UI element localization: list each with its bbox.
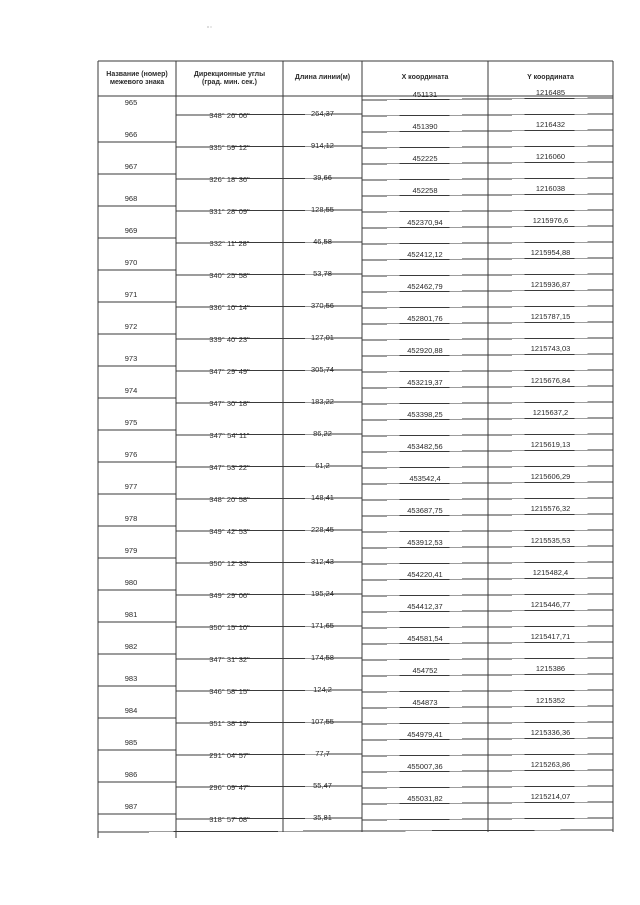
segment-length: 39,66 bbox=[313, 173, 332, 182]
segment-row-line bbox=[176, 146, 362, 147]
segment-length: 86,22 bbox=[313, 429, 332, 438]
segment-row-line bbox=[176, 626, 362, 627]
point-name: 987 bbox=[124, 802, 138, 811]
coord-row-line bbox=[362, 482, 613, 484]
segment-angle: 349° 42' 53" bbox=[209, 527, 250, 536]
segment-angle: 291° 04' 57" bbox=[209, 751, 250, 760]
segment-row-line bbox=[176, 658, 362, 659]
segment-angle: 336° 10' 14" bbox=[209, 303, 250, 312]
segment-row-line bbox=[176, 402, 362, 403]
point-y: 1216038 bbox=[535, 184, 566, 193]
coord-row-line bbox=[362, 370, 613, 372]
segment-angle: 348° 26' 06" bbox=[209, 111, 250, 120]
point-x: 453482,56 bbox=[407, 442, 443, 451]
segment-length: 228,45 bbox=[311, 525, 334, 534]
point-name: 970 bbox=[124, 258, 138, 267]
point-y: 1216060 bbox=[535, 152, 566, 161]
coord-row-line bbox=[362, 658, 613, 660]
point-name: 978 bbox=[124, 514, 138, 523]
coord-row-line bbox=[362, 514, 613, 516]
segment-angle: 318° 57' 08" bbox=[209, 815, 250, 824]
coord-row-line bbox=[362, 210, 613, 212]
segment-length: 305,74 bbox=[311, 365, 334, 374]
coord-row-line bbox=[362, 178, 613, 180]
coord-row-line bbox=[362, 226, 613, 228]
segment-angle: 349° 29' 06" bbox=[209, 591, 250, 600]
segment-length: 914,12 bbox=[311, 141, 334, 150]
point-x: 454752 bbox=[412, 666, 438, 675]
coord-row-line bbox=[362, 146, 613, 148]
coord-row-line bbox=[362, 706, 613, 708]
coord-row-line bbox=[362, 322, 613, 324]
point-name: 975 bbox=[124, 418, 138, 427]
segment-row-line bbox=[176, 114, 362, 115]
point-x: 453687,75 bbox=[407, 506, 443, 515]
point-y: 1215535,53 bbox=[530, 536, 571, 545]
segment-length: 183,22 bbox=[311, 397, 334, 406]
segment-angle: 331° 28' 09" bbox=[209, 207, 250, 216]
header-angle: (град. мин. сек.) bbox=[202, 79, 257, 86]
point-name: 973 bbox=[124, 354, 138, 363]
point-x: 451131 bbox=[412, 90, 438, 99]
segment-angle: 347° 30' 18" bbox=[209, 399, 250, 408]
coord-row-line bbox=[362, 162, 613, 164]
point-x: 455031,82 bbox=[407, 794, 443, 803]
coord-row-line bbox=[362, 642, 613, 644]
table-body bbox=[125, 88, 571, 824]
coord-row-line bbox=[362, 578, 613, 580]
point-name: 974 bbox=[124, 386, 138, 395]
coord-row-line bbox=[362, 306, 613, 308]
coord-row-line bbox=[362, 130, 613, 132]
coord-row-line bbox=[362, 194, 613, 196]
segment-row-line bbox=[176, 338, 362, 339]
segment-angle: 347° 53' 22" bbox=[209, 463, 250, 472]
segment-angle: 351° 38' 19" bbox=[209, 719, 250, 728]
segment-length: 77,7 bbox=[315, 749, 330, 758]
point-y: 1215352 bbox=[535, 696, 566, 705]
header-name: межевого знака bbox=[109, 79, 165, 86]
segment-angle: 348° 20' 58" bbox=[209, 495, 250, 504]
scan-speckles bbox=[207, 26, 211, 27]
coord-row-line bbox=[362, 450, 613, 452]
segment-length: 264,37 bbox=[311, 109, 334, 118]
segment-length: 370,56 bbox=[311, 301, 334, 310]
coord-row-line bbox=[362, 242, 613, 244]
segment-angle: 339° 40' 23" bbox=[209, 335, 250, 344]
coord-row-line bbox=[362, 610, 613, 612]
segment-row-line bbox=[176, 722, 362, 723]
segment-length: 171,65 bbox=[311, 621, 334, 630]
point-y: 1215336,36 bbox=[530, 728, 571, 737]
coord-row-line bbox=[362, 98, 613, 100]
point-y: 1215936,87 bbox=[530, 280, 571, 289]
point-x: 452258 bbox=[412, 186, 438, 195]
point-name: 968 bbox=[124, 194, 138, 203]
point-name: 972 bbox=[124, 322, 138, 331]
segment-length: 128,55 bbox=[311, 205, 334, 214]
point-x: 453398,25 bbox=[407, 410, 443, 419]
coord-row-line bbox=[362, 114, 613, 116]
coord-row-line bbox=[362, 434, 613, 436]
point-name: 980 bbox=[124, 578, 138, 587]
coord-row-line bbox=[362, 338, 613, 340]
segment-length: 61,2 bbox=[315, 461, 330, 470]
coord-row-line bbox=[362, 818, 613, 820]
segment-angle: 340° 25' 58" bbox=[209, 271, 250, 280]
header-y: Y координата bbox=[527, 74, 574, 81]
point-x: 453219,37 bbox=[407, 378, 443, 387]
segment-length: 46,58 bbox=[313, 237, 332, 246]
point-name: 979 bbox=[124, 546, 138, 555]
coord-row-line bbox=[362, 498, 613, 500]
segment-row-line bbox=[176, 818, 362, 819]
point-y: 1215417,71 bbox=[530, 632, 571, 641]
segment-row-line bbox=[176, 530, 362, 531]
segment-angle: 332° 11' 28" bbox=[209, 239, 250, 248]
coord-row-line bbox=[362, 754, 613, 756]
point-x: 454979,41 bbox=[407, 730, 443, 739]
segment-row-line bbox=[176, 594, 362, 595]
coord-row-line bbox=[362, 674, 613, 676]
header-x: X координата bbox=[401, 74, 449, 81]
point-name: 977 bbox=[124, 482, 138, 491]
segment-row-line bbox=[176, 178, 362, 179]
segment-angle: 350° 15' 10" bbox=[209, 623, 250, 632]
coord-row-line bbox=[362, 466, 613, 468]
coord-row-line bbox=[362, 386, 613, 388]
point-y: 1215976,6 bbox=[532, 216, 569, 225]
coord-row-line bbox=[362, 546, 613, 548]
segment-row-line bbox=[176, 370, 362, 371]
coord-row-line bbox=[362, 770, 613, 772]
table-bottom-border bbox=[98, 830, 613, 832]
coord-row-line bbox=[362, 594, 613, 596]
point-name: 976 bbox=[124, 450, 138, 459]
segment-row-line bbox=[176, 498, 362, 499]
segment-angle: 326° 18' 36" bbox=[209, 175, 250, 184]
point-y: 1215619,13 bbox=[530, 440, 571, 449]
segment-length: 174,58 bbox=[311, 653, 334, 662]
coord-row-line bbox=[362, 402, 613, 404]
segment-length: 107,55 bbox=[311, 717, 334, 726]
point-y: 1215214,07 bbox=[530, 792, 571, 801]
point-x: 452462,79 bbox=[407, 282, 443, 291]
segment-angle: 347° 29' 49" bbox=[209, 367, 250, 376]
segment-row-line bbox=[176, 306, 362, 307]
point-x: 452801,76 bbox=[407, 314, 443, 323]
point-y: 1215954,88 bbox=[530, 248, 571, 257]
segment-length: 148,41 bbox=[311, 493, 334, 502]
point-y: 1215637,2 bbox=[532, 408, 569, 417]
point-name: 971 bbox=[124, 290, 138, 299]
coord-row-line bbox=[362, 738, 613, 740]
coord-row-line bbox=[362, 786, 613, 788]
point-name: 969 bbox=[124, 226, 138, 235]
segment-row-line bbox=[176, 242, 362, 243]
point-y: 1215482,4 bbox=[532, 568, 569, 577]
coord-row-line bbox=[362, 530, 613, 532]
point-y: 1215576,32 bbox=[530, 504, 571, 513]
point-y: 1215606,29 bbox=[530, 472, 571, 481]
point-x: 453542,4 bbox=[409, 474, 441, 483]
segment-length: 124,2 bbox=[313, 685, 332, 694]
point-y: 1215676,84 bbox=[530, 376, 571, 385]
segment-row-line bbox=[176, 690, 362, 691]
point-name: 986 bbox=[124, 770, 138, 779]
point-x: 451390 bbox=[412, 122, 438, 131]
segment-angle: 347° 31' 32" bbox=[209, 655, 250, 664]
coord-row-line bbox=[362, 562, 613, 564]
point-x: 454412,37 bbox=[407, 602, 443, 611]
segment-length: 35,81 bbox=[313, 813, 332, 822]
point-name: 983 bbox=[124, 674, 138, 683]
segment-length: 53,78 bbox=[313, 269, 332, 278]
point-y: 1215446,77 bbox=[530, 600, 571, 609]
point-name: 985 bbox=[124, 738, 138, 747]
point-y: 1215743,03 bbox=[530, 344, 571, 353]
point-name: 984 bbox=[124, 706, 138, 715]
point-x: 452920,88 bbox=[407, 346, 443, 355]
point-y: 1216485 bbox=[535, 88, 566, 97]
coord-row-line bbox=[362, 274, 613, 276]
segment-row-line bbox=[176, 210, 362, 211]
point-x: 452225 bbox=[412, 154, 438, 163]
coord-row-line bbox=[362, 802, 613, 804]
point-name: 967 bbox=[124, 162, 138, 171]
segment-row-line bbox=[176, 562, 362, 563]
point-name: 981 bbox=[124, 610, 138, 619]
table-grid bbox=[98, 61, 613, 838]
coord-row-line bbox=[362, 418, 613, 420]
segment-row-line bbox=[176, 754, 362, 755]
segment-angle: 350° 12' 33" bbox=[209, 559, 250, 568]
segment-angle: 335° 59' 12" bbox=[209, 143, 250, 152]
point-y: 1215386 bbox=[535, 664, 566, 673]
segment-row-line bbox=[176, 274, 362, 275]
point-name: 965 bbox=[124, 98, 138, 107]
segment-row-line bbox=[176, 434, 362, 435]
coord-row-line bbox=[362, 258, 613, 260]
segment-length: 55,47 bbox=[313, 781, 332, 790]
segment-length: 312,43 bbox=[311, 557, 334, 566]
segment-row-line bbox=[176, 466, 362, 467]
coord-row-line bbox=[362, 722, 613, 724]
coord-row-line bbox=[362, 290, 613, 292]
point-x: 452370,94 bbox=[407, 218, 443, 227]
point-x: 454873 bbox=[412, 698, 438, 707]
segment-length: 127,01 bbox=[311, 333, 334, 342]
point-x: 455007,36 bbox=[407, 762, 443, 771]
coord-row-line bbox=[362, 690, 613, 692]
point-y: 1215787,15 bbox=[530, 312, 571, 321]
segment-angle: 347° 54' 11" bbox=[209, 431, 250, 440]
coord-row-line bbox=[362, 354, 613, 356]
point-x: 452412,12 bbox=[407, 250, 443, 259]
point-name: 982 bbox=[124, 642, 138, 651]
point-x: 453912,53 bbox=[407, 538, 443, 547]
segment-length: 195,24 bbox=[311, 589, 334, 598]
segment-row-line bbox=[176, 786, 362, 787]
segment-angle: 296° 09' 47" bbox=[209, 783, 250, 792]
segment-angle: 346° 58' 15" bbox=[209, 687, 250, 696]
point-x: 454220,41 bbox=[407, 570, 443, 579]
point-y: 1216432 bbox=[535, 120, 566, 129]
header-length: Длина линии(м) bbox=[294, 74, 351, 81]
header-name: Название (номер) bbox=[106, 71, 168, 78]
point-x: 454581,54 bbox=[407, 634, 443, 643]
coord-row-line bbox=[362, 626, 613, 628]
header-angle: Дирекционные углы bbox=[193, 71, 266, 78]
point-y: 1215263,86 bbox=[530, 760, 571, 769]
point-name: 966 bbox=[124, 130, 138, 139]
